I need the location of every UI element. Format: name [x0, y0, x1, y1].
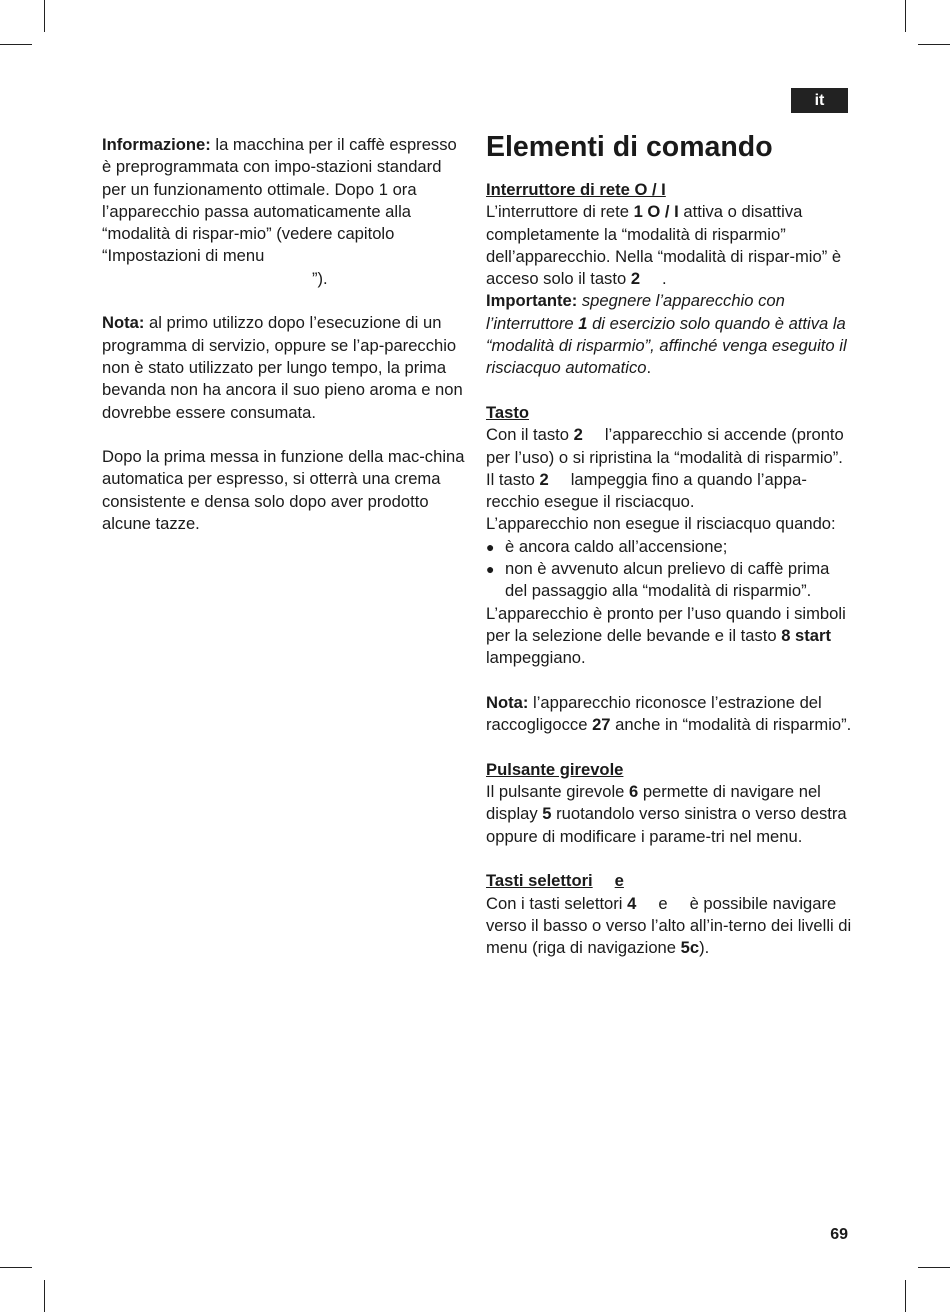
info-paragraph — [102, 134, 468, 290]
mains-paragraph: L’interruttore di rete 1 O / I attiva o disattiva completamente la “modalità di risparmio” dell’apparecchio. Nella “modalità di rispar-mio” è acceso solo il tasto 2 . — [486, 202, 842, 289]
tasto-paragraph-4: L’apparecchio è pronto per l’uso quando i simboli per la selezione delle bevande e il tasto 8 start lampeggiano. — [486, 603, 846, 668]
tasto-paragraph-1: Con il tasto 2 l’apparecchio si accende (pronto per l’uso) o si ripristina la “modalità di risparmio”. — [486, 425, 844, 467]
crop-mark — [918, 44, 950, 45]
info-tail: ”). — [312, 268, 328, 288]
language-badge: it — [791, 88, 848, 113]
knob-paragraph: Il pulsante girevole 6 permette di navigare nel display 5 ruotandolo verso sinistra o verso destra oppure di modificare i parame-tri nel menu. — [486, 782, 847, 846]
section-title-selector-buttons: Tasti selettori e — [486, 871, 624, 891]
section-title-rotary-knob: Pulsante girevole — [486, 759, 624, 779]
tasto-paragraph-3: L’apparecchio non esegue il risciacquo quando: — [486, 514, 836, 534]
tasto-paragraph-2: Il tasto 2 lampeggia fino a quando l’appa-recchio esegue il risciacquo. — [486, 469, 807, 512]
bullet-list — [486, 536, 852, 603]
important-label: Importante: — [486, 291, 578, 311]
note-paragraph — [102, 312, 468, 423]
section-title-button: Tasto — [486, 402, 530, 422]
page-number: 69 — [830, 1226, 848, 1243]
crop-mark — [905, 0, 906, 32]
selectors-paragraph: Con i tasti selettori 4 e è possibile navigare verso il basso o verso l’alto all’in-terno dei livelli di menu (riga di navigazione 5c). — [486, 893, 852, 958]
note-label: Nota: — [102, 313, 145, 333]
first-use-paragraph: Dopo la prima messa in funzione della mac-china automatica per espresso, si otterrà una crema consistente e densa solo dopo aver prodotto alcune tazze. — [102, 447, 465, 534]
crop-mark — [0, 44, 32, 45]
list-item: ● non è avvenuto alcun prelievo di caffè prima del passaggio alla “modalità di risparmio”. — [486, 558, 852, 603]
note-paragraph-right: Nota: l’apparecchio riconosce l’estrazione del raccogligocce 27 anche in “modalità di risparmio”. — [486, 692, 852, 735]
crop-mark — [918, 1267, 950, 1268]
info-text: la macchina per il caffè espresso è preprogrammata con impo-stazioni standard per un funzionamento ottimale. Dopo 1 ora l’apparecchio passa automaticamente alla “modalità di rispar-mio” (vedere capitolo “Impostazioni di menu — [102, 135, 457, 266]
note-text: al primo utilizzo dopo l’esecuzione di un programma di servizio, oppure se l’ap-parecchio non è stato utilizzato per lungo tempo, la prima bevanda non ha ancora il suo pieno aroma e non dovrebbe essere consumata. — [102, 313, 463, 422]
crop-mark — [905, 1280, 906, 1312]
list-item: ● è ancora caldo all’accensione; — [486, 536, 852, 558]
crop-mark — [0, 1267, 32, 1268]
crop-mark — [44, 0, 45, 32]
page-title: Elementi di comando — [486, 131, 773, 163]
crop-mark — [44, 1280, 45, 1312]
left-column — [102, 134, 468, 535]
right-column — [486, 179, 852, 959]
section-title-mains-switch: Interruttore di rete O / I — [486, 180, 666, 199]
info-label: Informazione: — [102, 135, 211, 154]
important-paragraph: Importante: spegnere l’apparecchio con l’interruttore 1 di esercizio solo quando è attiva la “modalità di risparmio”, affinché venga eseguito il risciacquo automatico. — [486, 291, 847, 378]
note-label: Nota: — [486, 692, 529, 712]
